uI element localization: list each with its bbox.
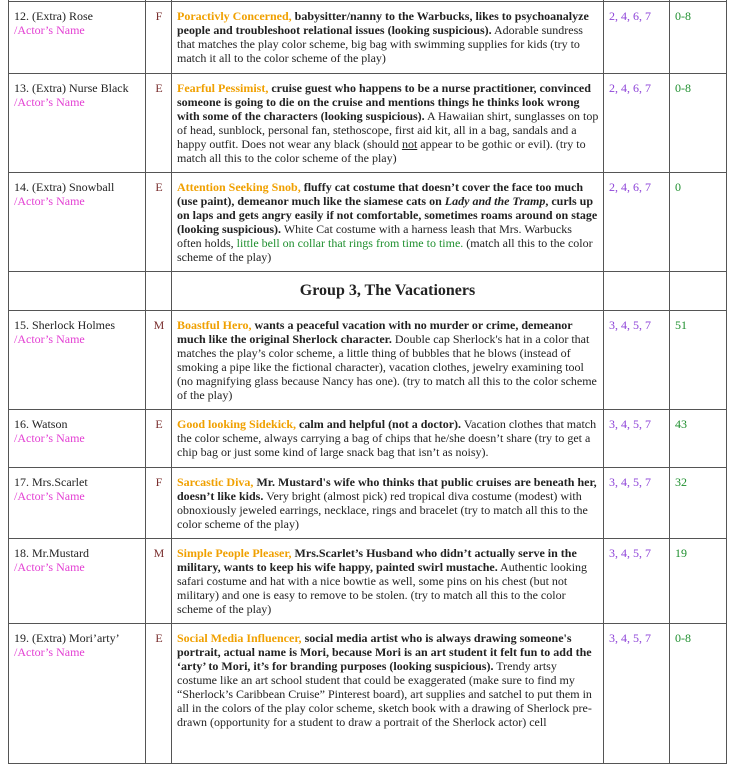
role-description	[172, 410, 604, 468]
role-scenes: 3, 4, 5, 7	[604, 410, 670, 468]
role-row	[9, 624, 727, 764]
actor-name: /Actor’s Name	[14, 645, 85, 659]
role-lines: 0-8	[670, 2, 727, 74]
role-desc-bold: Mrs.Scarlet’s Husband who didn’t actually serve in the military, wants to keep his wife happy, painted swirl mustache.	[177, 546, 577, 574]
role-desc-green: little bell on collar that rings from time to time.	[236, 236, 464, 250]
role-lines: 19	[670, 539, 727, 624]
role-lines: 43	[670, 410, 727, 468]
role-trait: Sarcastic Diva,	[177, 475, 254, 489]
actor-name: /Actor’s Name	[14, 23, 85, 37]
role-name: 17. Mrs.Scarlet	[14, 475, 88, 489]
role-desc-plain: White Cat costume with a harness leash that Mrs. Warbucks often holds,	[177, 222, 572, 250]
role-name: 19. (Extra) Mori’arty’	[14, 631, 120, 645]
role-scenes: 3, 4, 5, 7	[604, 539, 670, 624]
role-scenes: 2, 4, 6, 7	[604, 74, 670, 173]
actor-name: /Actor’s Name	[14, 194, 85, 208]
role-description	[172, 539, 604, 624]
role-scenes: 2, 4, 6, 7	[604, 2, 670, 74]
role-desc-bold: wants a peaceful vacation with no murder or crime, demeanor much like the original Sherlock character.	[177, 318, 573, 346]
role-desc-underline: not	[401, 137, 418, 151]
role-lines: 32	[670, 468, 727, 539]
role-name: 16. Watson	[14, 417, 68, 431]
role-desc-plain: Double cap Sherlock's hat in a color that matches the play’s color scheme, a little thing of bubbles that he blows (instead of smoking a pipe like the fictional character), vacation clothes, jewelry examining tool (no magnifying glass because Nancy has one). (try to match all this to the color scheme of the play)	[177, 332, 597, 402]
role-trait: Social Media Influencer,	[177, 631, 302, 645]
role-desc-bold: Mr. Mustard's wife who thinks that public cruises are beneath her, doesn’t like kids.	[177, 475, 597, 503]
role-trait: Fearful Pessimist,	[177, 81, 269, 95]
role-lines: 0-8	[670, 74, 727, 173]
role-row	[9, 468, 727, 539]
role-description	[172, 74, 604, 173]
role-desc-plain: Authentic looking safari costume and hat with a nice bowtie as well, some pins on his chest (but not military) and one is easy to remove to be stolen. (try to match all this to the color scheme of the play)	[177, 560, 588, 616]
role-scenes: 3, 4, 5, 7	[604, 468, 670, 539]
role-desc-bold: social media artist who is always drawing someone's portrait, actual name is Mori, because Mori is an art student it felt fun to add the ‘arty’ to Mori, it’s for branding purposes (looking suspicious).	[177, 631, 592, 673]
role-scenes: 3, 4, 5, 7	[604, 311, 670, 410]
role-row	[9, 2, 727, 74]
role-lines: 0-8	[670, 624, 727, 764]
role-row	[9, 311, 727, 410]
role-gender: E	[146, 173, 172, 272]
role-description	[172, 624, 604, 764]
role-name-cell	[9, 539, 146, 624]
role-name-cell	[9, 173, 146, 272]
role-trait: Poractivly Concerned,	[177, 9, 292, 23]
role-scenes: 2, 4, 6, 7	[604, 173, 670, 272]
role-gender: E	[146, 624, 172, 764]
actor-name: /Actor’s Name	[14, 489, 85, 503]
actor-name: /Actor’s Name	[14, 431, 85, 445]
role-name-cell	[9, 624, 146, 764]
role-lines: 0	[670, 173, 727, 272]
role-desc-plain: (match all this to the color scheme of the play)	[177, 236, 593, 264]
role-gender: F	[146, 468, 172, 539]
role-description	[172, 173, 604, 272]
actor-name: /Actor’s Name	[14, 95, 85, 109]
role-desc-plain: Vacation clothes that match the color scheme, always carrying a bag of chips that he/she doesn’t share (try to get a chip bag or just some kind of large snack bag that isn’t as noisy).	[177, 417, 597, 459]
role-desc-plain: Very bright (almost pick) red tropical diva costume (modest) with obnoxiously jeweled earrings, necklace, rings and bracelet (try to match all this to the color scheme of the play)	[177, 489, 588, 531]
role-trait: Attention Seeking Snob,	[177, 180, 301, 194]
role-scenes: 3, 4, 5, 7	[604, 624, 670, 764]
role-description	[172, 311, 604, 410]
role-desc-bold: cruise guest who happens to be a nurse practitioner, convinced someone is going to die on the cruise and mentions things he thinks look wrong with some of the characters (looking suspicious).	[177, 81, 591, 123]
role-gender: E	[146, 74, 172, 173]
role-name-cell	[9, 410, 146, 468]
cast-table	[8, 0, 727, 764]
role-row	[9, 74, 727, 173]
role-name-cell	[9, 468, 146, 539]
role-gender: F	[146, 2, 172, 74]
role-name: 15. Sherlock Holmes	[14, 318, 115, 332]
role-desc-bold: babysitter/nanny to the Warbucks, likes to psychoanalyze people and troubleshoot relational issues (looking suspicious).	[177, 9, 589, 37]
role-name-cell	[9, 74, 146, 173]
role-name-cell	[9, 2, 146, 74]
role-name: 14. (Extra) Snowball	[14, 180, 115, 194]
role-trait: Boastful Hero,	[177, 318, 252, 332]
role-desc-bold: calm and helpful (not a doctor).	[299, 417, 462, 431]
role-description	[172, 2, 604, 74]
group-title: Group 3, The Vacationers	[172, 272, 604, 311]
role-desc-plain: A Hawaiian shirt, sunglasses on top of head, sunblock, personal fan, stethoscope, first aid kit, all in a bag, sandals and a happy outfit. Does not wear any black (should	[177, 109, 599, 151]
role-name-cell	[9, 311, 146, 410]
role-lines: 51	[670, 311, 727, 410]
role-row	[9, 539, 727, 624]
role-gender: M	[146, 311, 172, 410]
role-desc-bold: , curls up on laps and gets angry easily if not comfortable, sometimes roams around on stage (looking suspicious).	[177, 194, 598, 236]
role-desc-plain: Trendy artsy costume like an art school student that could be exaggerated (make sure to find my “Sherlock’s Caribbean Cruise” Pinterest board), art supplies and satchel to put them in all in the colors of the play color scheme, sketch book with a drawing of Sherlock pre-drawn (opportunity for a student to draw a portrait of the Sherlock actor) cell	[177, 659, 592, 729]
role-gender: E	[146, 410, 172, 468]
role-desc-plain: Adorable sundress that matches the play color scheme, big bag with swimming supplies for kids (try to match it all to the color scheme of the play)	[177, 23, 583, 65]
actor-name: /Actor’s Name	[14, 560, 85, 574]
role-trait: Good looking Sidekick,	[177, 417, 297, 431]
role-name: 12. (Extra) Rose	[14, 9, 93, 23]
role-gender: M	[146, 539, 172, 624]
role-desc-plain: appear to be gothic or evil). (try to match all this to the color scheme of the play)	[177, 137, 586, 165]
role-trait: Simple People Pleaser,	[177, 546, 292, 560]
role-description	[172, 468, 604, 539]
role-row	[9, 173, 727, 272]
role-name: 13. (Extra) Nurse Black	[14, 81, 129, 95]
role-desc-italic: Lady and the Tramp	[444, 194, 546, 208]
role-row	[9, 410, 727, 468]
role-name: 18. Mr.Mustard	[14, 546, 89, 560]
role-desc-bold: fluffy cat costume that doesn’t cover the face too much (use paint), demeanor much like the siamese cats on	[177, 180, 584, 208]
actor-name: /Actor’s Name	[14, 332, 85, 346]
group-header-row	[9, 272, 727, 311]
